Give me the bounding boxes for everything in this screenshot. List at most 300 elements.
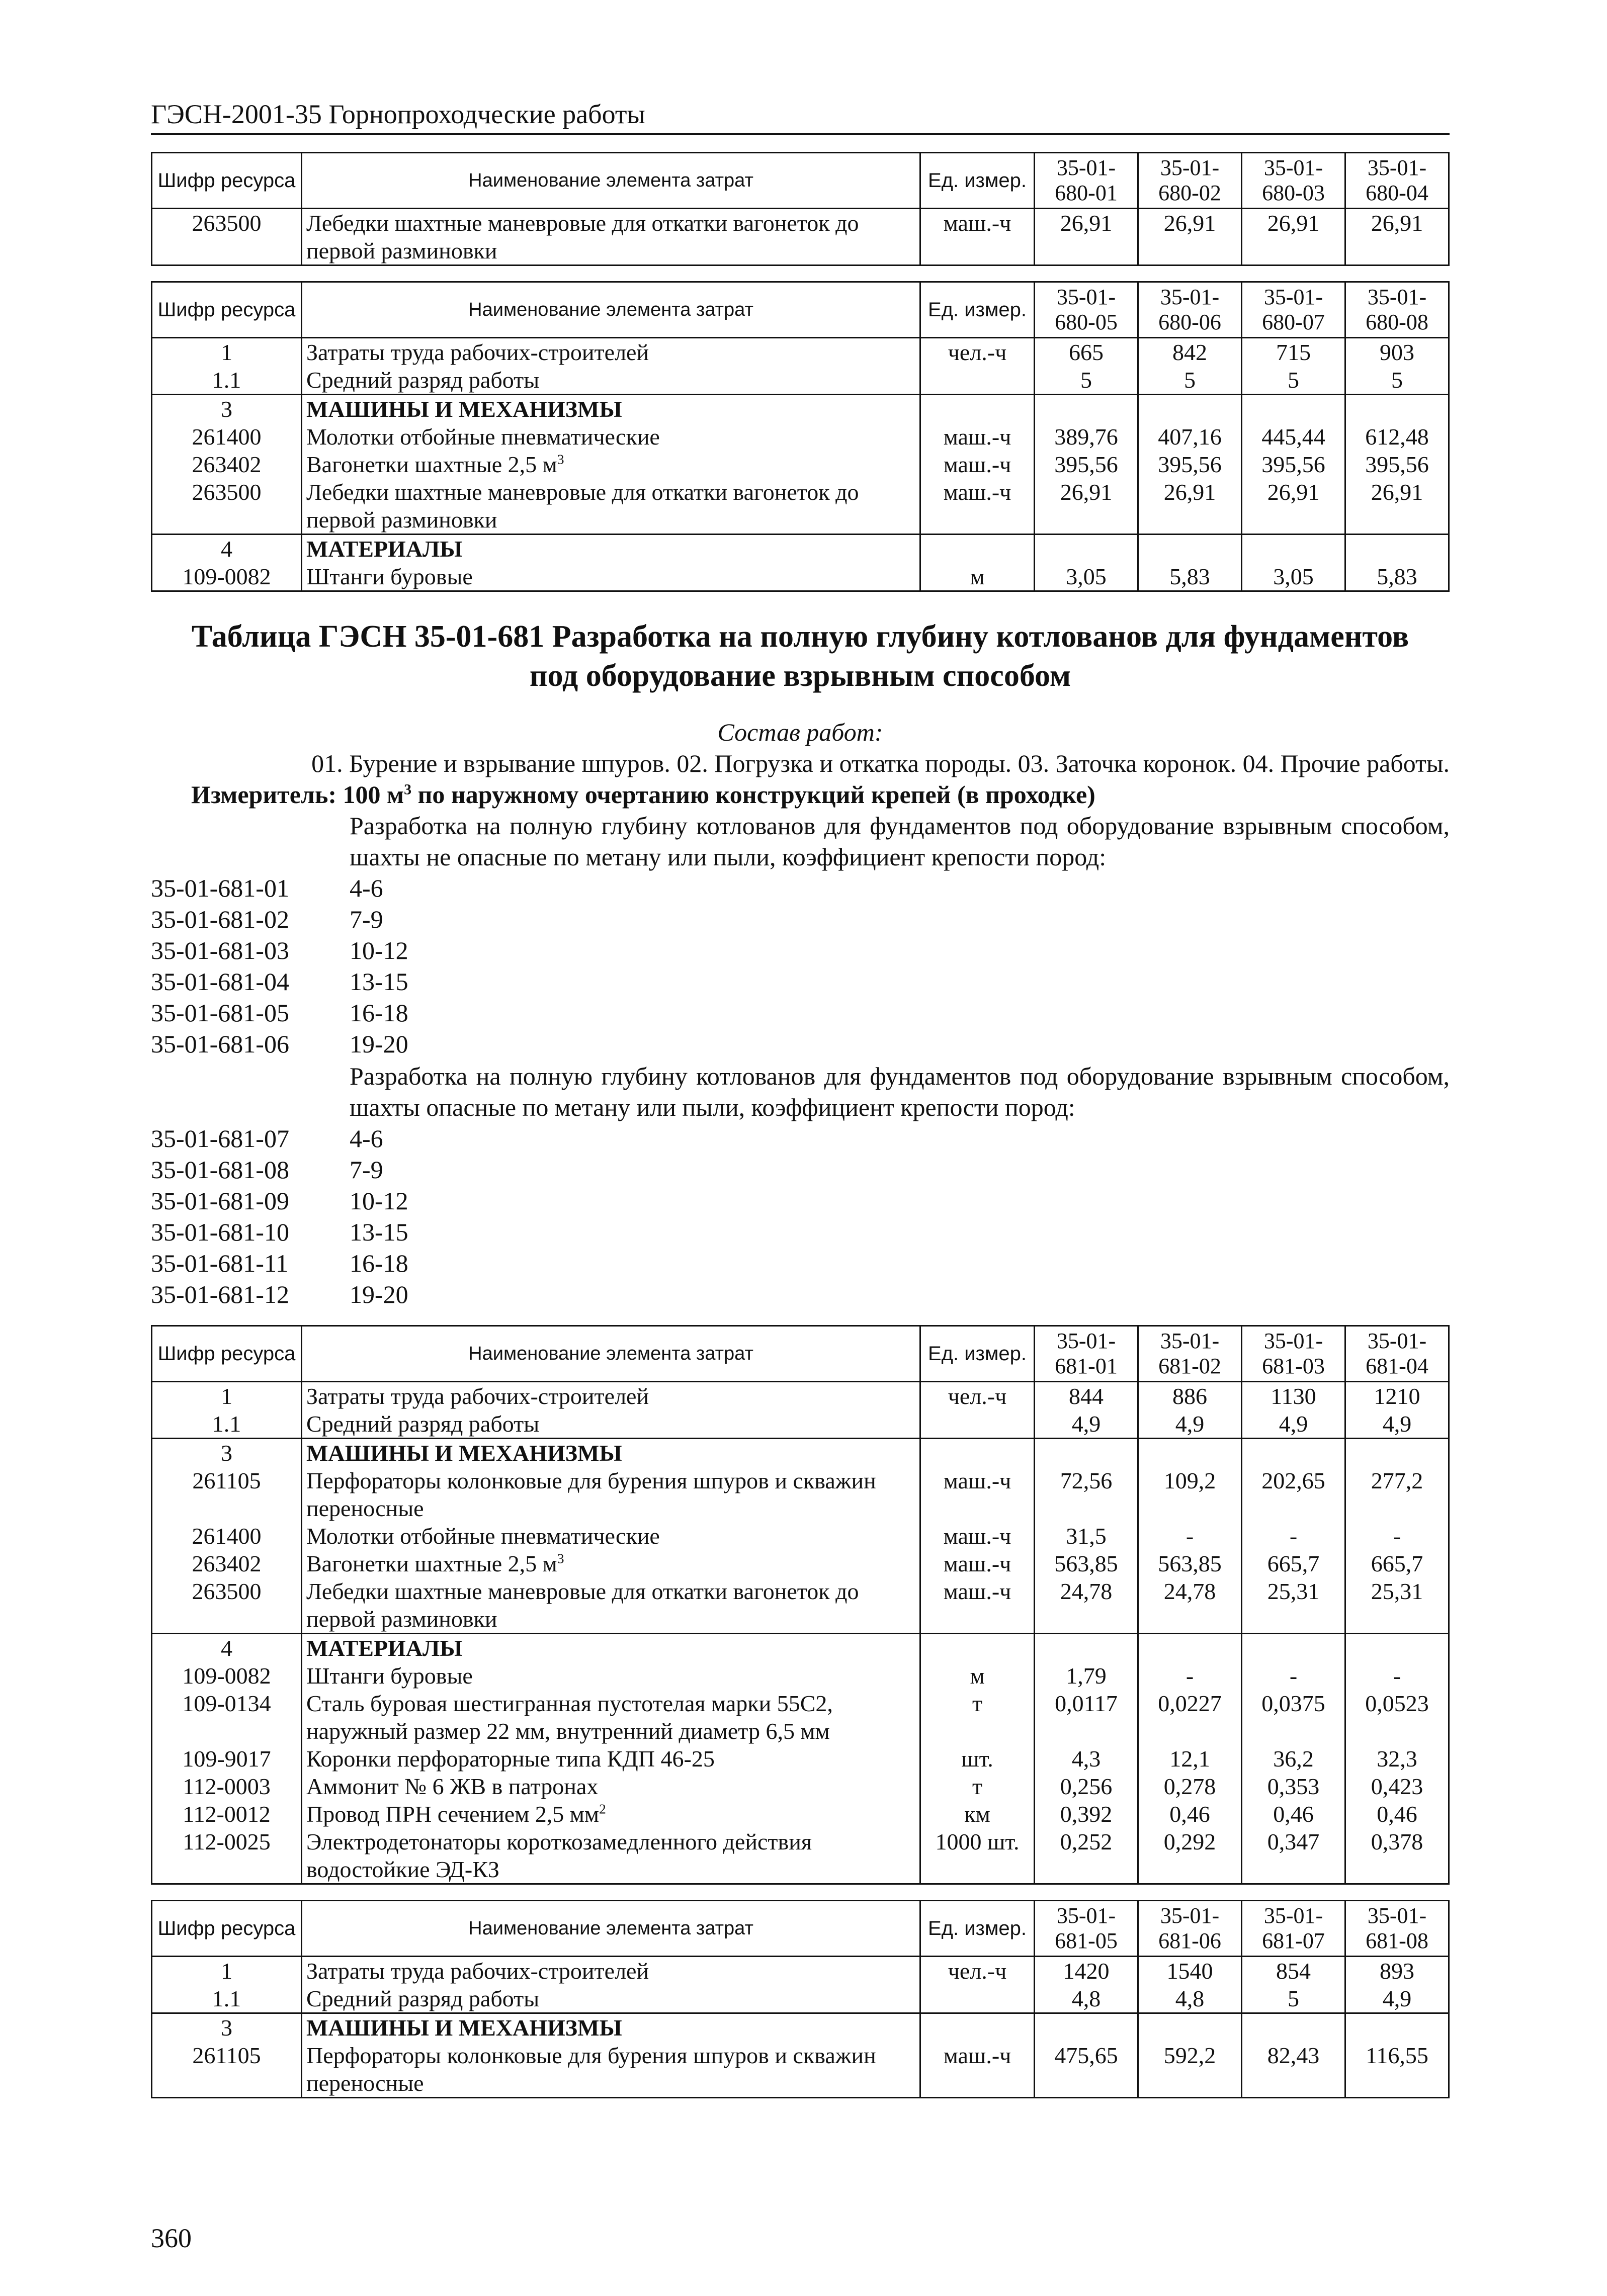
resource-name-text: Средний разряд работы (306, 1986, 540, 2011)
norm-value: 4,8 (1035, 1985, 1138, 2013)
resource-name-text: Молотки отбойные пневматические (306, 424, 660, 450)
norm-value: 0,0523 (1345, 1690, 1449, 1745)
norm-value: 592,2 (1138, 2042, 1242, 2098)
norm-value: 36,2 (1242, 1745, 1345, 1773)
variant-description-1: Разработка на полную глубину котлованов для фундаментов под оборудование взрывным способом, шахты не опасные по метану или пыли, коэффициент крепости пород: (350, 812, 1450, 871)
norm-value: 1130 (1242, 1382, 1345, 1410)
col-header-name: Наименование элемента затрат (302, 1326, 920, 1382)
unit-exponent: 3 (557, 451, 564, 467)
variant-code: 35-01-681-02 (151, 905, 289, 933)
norm-value: 1540 (1138, 1957, 1242, 1985)
norm-value: 109,2 (1138, 1467, 1242, 1522)
resource-name (302, 563, 920, 591)
resource-code: 263500 (152, 209, 302, 266)
table-row (152, 1382, 1449, 1410)
resource-unit: т (920, 1773, 1035, 1800)
norm-value: 854 (1242, 1957, 1345, 1985)
norm-value: 407,16 (1138, 423, 1242, 451)
col-header-norm-code: 35-01-681-08 (1345, 1901, 1449, 1957)
resource-code: 109-0134 (152, 1690, 302, 1745)
running-header: ГЭСН-2001-35 Горнопроходческие работы (151, 98, 1450, 135)
resource-code: 1 (152, 1382, 302, 1410)
table-row (152, 366, 1449, 395)
resource-unit: м (920, 1662, 1035, 1690)
table-row (152, 1985, 1449, 2013)
norm-value: 5 (1242, 366, 1345, 395)
resource-code: 263500 (152, 478, 302, 535)
variant-code: 35-01-681-05 (151, 999, 289, 1027)
norm-value: 26,91 (1035, 478, 1138, 535)
col-header-norm-code: 35-01-680-07 (1242, 282, 1345, 338)
resource-name (302, 1467, 920, 1522)
resource-name (302, 1410, 920, 1439)
resource-unit: маш.-ч (920, 1522, 1035, 1550)
norm-value: 25,31 (1242, 1577, 1345, 1634)
resource-name (302, 1985, 920, 2013)
resource-code: 263500 (152, 1577, 302, 1634)
variant-row (151, 1216, 1450, 1248)
resource-code: 3 (152, 395, 302, 423)
resource-name-text: Перфораторы колонковые для бурения шпуров и скважин переносные (306, 2043, 876, 2096)
resource-name (302, 209, 920, 266)
resource-name (302, 1662, 920, 1690)
rock-hardness: 19-20 (350, 1030, 408, 1058)
col-header-norm-code: 35-01-681-07 (1242, 1901, 1345, 1957)
resource-name-text: Штанги буровые (306, 1663, 473, 1689)
norm-value: 24,78 (1138, 1577, 1242, 1634)
variant-code: 35-01-681-09 (151, 1187, 289, 1215)
norm-value (1345, 2013, 1449, 2042)
work-composition-label: Состав работ: (717, 718, 883, 746)
norm-value: 4,9 (1345, 1410, 1449, 1439)
resource-unit (920, 2013, 1035, 2042)
norm-value: 665,7 (1345, 1550, 1449, 1577)
variant-row (151, 1028, 1450, 1059)
table-row (152, 1439, 1449, 1467)
norm-value: 32,3 (1345, 1745, 1449, 1773)
resource-unit (920, 395, 1035, 423)
resource-unit: маш.-ч (920, 423, 1035, 451)
variant-row (151, 904, 1450, 935)
norm-value (1035, 535, 1138, 563)
resource-name-text: Сталь буровая шестигранная пустотелая марки 55С2, наружный размер 22 мм, внутренний диаметр 6,5 мм (306, 1691, 833, 1744)
norm-value (1242, 2013, 1345, 2042)
col-header-shifr: Шифр ресурса (152, 282, 302, 338)
resource-name-text: Коронки перфораторные типа КДП 46-25 (306, 1746, 715, 1772)
norm-value: 24,78 (1035, 1577, 1138, 1634)
resource-code: 263402 (152, 451, 302, 478)
norm-value: 0,46 (1138, 1800, 1242, 1828)
resource-name (302, 478, 920, 535)
resource-name (302, 1522, 920, 1550)
resource-unit: 1000 шт. (920, 1828, 1035, 1884)
norm-value: 844 (1035, 1382, 1138, 1410)
col-header-norm-code: 35-01-681-01 (1035, 1326, 1138, 1382)
norm-value: 0,0117 (1035, 1690, 1138, 1745)
rock-hardness: 13-15 (350, 1218, 408, 1246)
norm-value: 4,9 (1242, 1410, 1345, 1439)
norm-value: 445,44 (1242, 423, 1345, 451)
resource-name-text: Электродетонаторы короткозамедленного действия водостойкие ЭД-КЗ (306, 1829, 812, 1882)
table-row (152, 395, 1449, 423)
norm-value (1138, 1439, 1242, 1467)
norm-value: - (1345, 1662, 1449, 1690)
col-header-norm-code: 35-01-681-02 (1138, 1326, 1242, 1382)
resource-name-text: Затраты труда рабочих-строителей (306, 339, 649, 365)
norm-value: - (1138, 1662, 1242, 1690)
norm-value: 5 (1345, 366, 1449, 395)
variant-row (151, 1123, 1450, 1154)
norm-value: 395,56 (1242, 451, 1345, 478)
table-row (152, 478, 1449, 535)
resource-code: 1.1 (152, 1985, 302, 2013)
table-row (152, 1800, 1449, 1828)
resource-code: 112-0025 (152, 1828, 302, 1884)
norm-value (1035, 1439, 1138, 1467)
col-header-shifr: Шифр ресурса (152, 153, 302, 209)
norm-value: 0,392 (1035, 1800, 1138, 1828)
resource-name (302, 451, 920, 478)
norm-value: 25,31 (1345, 1577, 1449, 1634)
norm-value: 5 (1242, 1985, 1345, 2013)
norm-value: 563,85 (1138, 1550, 1242, 1577)
col-header-norm-code: 35-01-681-06 (1138, 1901, 1242, 1957)
norm-value: 4,9 (1138, 1410, 1242, 1439)
resource-unit: т (920, 1690, 1035, 1745)
rock-hardness: 7-9 (350, 905, 383, 933)
rock-hardness: 7-9 (350, 1156, 383, 1184)
norm-value: 389,76 (1035, 423, 1138, 451)
norm-value: 82,43 (1242, 2042, 1345, 2098)
unit-exponent: 2 (599, 1801, 606, 1817)
table-row (152, 1662, 1449, 1690)
resource-name-text: МАШИНЫ И МЕХАНИЗМЫ (306, 396, 622, 422)
resource-name (302, 366, 920, 395)
resource-unit (920, 1410, 1035, 1439)
resource-name-text: Вагонетки шахтные 2,5 м (306, 452, 557, 477)
norm-value: 0,278 (1138, 1773, 1242, 1800)
table-row (152, 2042, 1449, 2098)
norm-value: 612,48 (1345, 423, 1449, 451)
norm-value: - (1242, 1662, 1345, 1690)
resource-unit: маш.-ч (920, 209, 1035, 266)
norm-value: 395,56 (1138, 451, 1242, 478)
resource-code: 1 (152, 338, 302, 367)
norm-value (1345, 1634, 1449, 1662)
rock-hardness: 19-20 (350, 1280, 408, 1308)
col-header-unit: Ед. измер. (920, 282, 1035, 338)
norm-value: 4,8 (1138, 1985, 1242, 2013)
variant-code: 35-01-681-06 (151, 1030, 289, 1058)
norm-value (1035, 1634, 1138, 1662)
norm-value: 26,91 (1138, 478, 1242, 535)
norm-value: 1,79 (1035, 1662, 1138, 1690)
resource-code: 112-0003 (152, 1773, 302, 1800)
resource-table-680b (151, 281, 1450, 592)
norm-value: 715 (1242, 338, 1345, 367)
resource-code: 109-0082 (152, 563, 302, 591)
resource-code: 261400 (152, 423, 302, 451)
resource-name-text: Вагонетки шахтные 2,5 м (306, 1551, 557, 1576)
norm-value: 3,05 (1035, 563, 1138, 591)
variant-code: 35-01-681-07 (151, 1124, 289, 1153)
table-row (152, 451, 1449, 478)
resource-code: 261400 (152, 1522, 302, 1550)
resource-name (302, 1690, 920, 1745)
table-row (152, 1773, 1449, 1800)
resource-unit: маш.-ч (920, 478, 1035, 535)
col-header-norm-code: 35-01-680-08 (1345, 282, 1449, 338)
resource-unit: шт. (920, 1745, 1035, 1773)
table-row (152, 1577, 1449, 1634)
norm-value: 4,3 (1035, 1745, 1138, 1773)
norm-value: 0,378 (1345, 1828, 1449, 1884)
norm-value: 3,05 (1242, 563, 1345, 591)
norm-value: 0,252 (1035, 1828, 1138, 1884)
table-row (152, 1410, 1449, 1439)
table-row (152, 209, 1449, 266)
norm-value: 5,83 (1138, 563, 1242, 591)
norm-value: 893 (1345, 1957, 1449, 1985)
norm-value: 886 (1138, 1382, 1242, 1410)
norm-value: 5,83 (1345, 563, 1449, 591)
norm-value: 1420 (1035, 1957, 1138, 1985)
variant-code: 35-01-681-01 (151, 874, 289, 902)
norm-value (1242, 1634, 1345, 1662)
resource-unit: чел.-ч (920, 1382, 1035, 1410)
resource-name (302, 1828, 920, 1884)
col-header-norm-code: 35-01-681-04 (1345, 1326, 1449, 1382)
norm-value: 26,91 (1035, 209, 1138, 266)
table-row (152, 2013, 1449, 2042)
norm-value: 26,91 (1138, 209, 1242, 266)
norm-value: 0,256 (1035, 1773, 1138, 1800)
col-header-norm-code: 35-01-680-02 (1138, 153, 1242, 209)
resource-unit: маш.-ч (920, 1550, 1035, 1577)
resource-name-text: МАТЕРИАЛЫ (306, 1635, 463, 1661)
rock-hardness: 16-18 (350, 1249, 408, 1277)
rock-hardness: 4-6 (350, 874, 383, 902)
resource-code: 4 (152, 535, 302, 563)
norm-value: 0,423 (1345, 1773, 1449, 1800)
norm-value: 395,56 (1035, 451, 1138, 478)
norm-value: 4,9 (1345, 1985, 1449, 2013)
norm-value: 0,46 (1242, 1800, 1345, 1828)
resource-name-text: Лебедки шахтные маневровые для откатки вагонеток до первой разминовки (306, 479, 859, 533)
col-header-norm-code: 35-01-680-01 (1035, 153, 1138, 209)
col-header-norm-code: 35-01-680-04 (1345, 153, 1449, 209)
variant-row (151, 1185, 1450, 1216)
norm-value: - (1345, 1522, 1449, 1550)
norm-value: 116,55 (1345, 2042, 1449, 2098)
norm-value: 563,85 (1035, 1550, 1138, 1577)
resource-unit (920, 1634, 1035, 1662)
norm-value (1345, 535, 1449, 563)
norm-value (1035, 395, 1138, 423)
resource-code: 112-0012 (152, 1800, 302, 1828)
norm-value: 0,353 (1242, 1773, 1345, 1800)
resource-unit (920, 1439, 1035, 1467)
norm-value: 26,91 (1345, 209, 1449, 266)
resource-table-681a (151, 1325, 1450, 1885)
resource-code: 3 (152, 1439, 302, 1467)
resource-name (302, 1382, 920, 1410)
col-header-name: Наименование элемента затрат (302, 1901, 920, 1957)
variant-row (151, 935, 1450, 966)
col-header-name: Наименование элемента затрат (302, 282, 920, 338)
rock-hardness: 16-18 (350, 999, 408, 1027)
norm-value (1138, 395, 1242, 423)
resource-name-text: Аммонит № 6 ЖВ в патронах (306, 1774, 599, 1799)
table-title: Таблица ГЭСН 35-01-681 Разработка на полную глубину котлованов для фундаментов под оборудование взрывным способом (191, 620, 1409, 693)
norm-value (1035, 2013, 1138, 2042)
variant-code: 35-01-681-12 (151, 1280, 289, 1308)
page-number: 360 (151, 2223, 192, 2253)
resource-unit: маш.-ч (920, 1467, 1035, 1522)
resource-name (302, 423, 920, 451)
norm-value: 903 (1345, 338, 1449, 367)
col-header-shifr: Шифр ресурса (152, 1326, 302, 1382)
resource-unit (920, 366, 1035, 395)
resource-name-text: МАШИНЫ И МЕХАНИЗМЫ (306, 2015, 622, 2041)
variant-code: 35-01-681-04 (151, 967, 289, 996)
norm-value: 5 (1138, 366, 1242, 395)
resource-code: 3 (152, 2013, 302, 2042)
table-row (152, 423, 1449, 451)
norm-value: 0,0375 (1242, 1690, 1345, 1745)
resource-name-text: Затраты труда рабочих-строителей (306, 1383, 649, 1409)
norm-value: - (1242, 1522, 1345, 1550)
col-header-norm-code: 35-01-680-03 (1242, 153, 1345, 209)
variant-description-2: Разработка на полную глубину котлованов для фундаментов под оборудование взрывным способом, шахты опасные по метану или пыли, коэффициент крепости пород: (350, 1062, 1450, 1121)
norm-value: 475,65 (1035, 2042, 1138, 2098)
resource-name (302, 1634, 920, 1662)
measure-unit: Измеритель: 100 $м^3$ по наружному очертанию конструкций крепей (в проходке) (191, 780, 1095, 809)
resource-name (302, 1800, 920, 1828)
resource-name-text: Средний разряд работы (306, 1411, 540, 1437)
resource-unit: км (920, 1800, 1035, 1828)
norm-value (1138, 2013, 1242, 2042)
resource-name (302, 1745, 920, 1773)
norm-value: 842 (1138, 338, 1242, 367)
table-row (152, 1828, 1449, 1884)
resource-name-text: Молотки отбойные пневматические (306, 1523, 660, 1549)
table-row (152, 563, 1449, 591)
resource-name (302, 1439, 920, 1467)
resource-name-text: МАТЕРИАЛЫ (306, 536, 463, 562)
resource-name (302, 2042, 920, 2098)
resource-name (302, 1550, 920, 1577)
variant-row (151, 1154, 1450, 1185)
resource-name-text: Штанги буровые (306, 564, 473, 589)
norm-value (1242, 535, 1345, 563)
unit-exponent: 3 (557, 1550, 564, 1566)
norm-value: 4,9 (1035, 1410, 1138, 1439)
table-row (152, 1957, 1449, 1985)
resource-unit: чел.-ч (920, 338, 1035, 367)
col-header-name: Наименование элемента затрат (302, 153, 920, 209)
resource-name (302, 535, 920, 563)
col-header-norm-code: 35-01-681-03 (1242, 1326, 1345, 1382)
resource-name (302, 1773, 920, 1800)
norm-value: 395,56 (1345, 451, 1449, 478)
col-header-norm-code: 35-01-680-05 (1035, 282, 1138, 338)
norm-value (1345, 1439, 1449, 1467)
resource-name-text: Средний разряд работы (306, 367, 540, 393)
document-page (151, 98, 1450, 2113)
resource-unit (920, 535, 1035, 563)
resource-code: 263402 (152, 1550, 302, 1577)
table-row (152, 535, 1449, 563)
resource-code: 109-0082 (152, 1662, 302, 1690)
resource-name (302, 395, 920, 423)
norm-value: 1210 (1345, 1382, 1449, 1410)
table-row (152, 1522, 1449, 1550)
norm-value: 665 (1035, 338, 1138, 367)
resource-unit: маш.-ч (920, 451, 1035, 478)
resource-name-text: Перфораторы колонковые для бурения шпуров и скважин переносные (306, 1468, 876, 1521)
norm-value: 202,65 (1242, 1467, 1345, 1522)
variant-code: 35-01-681-11 (151, 1249, 289, 1277)
resource-name (302, 1957, 920, 1985)
resource-code: 109-9017 (152, 1745, 302, 1773)
rock-hardness: 10-12 (350, 1187, 408, 1215)
variant-row (151, 966, 1450, 997)
resource-unit (920, 1985, 1035, 2013)
resource-code: 1 (152, 1957, 302, 1985)
rock-hardness: 10-12 (350, 936, 408, 964)
resource-unit: маш.-ч (920, 2042, 1035, 2098)
resource-table-680a (151, 152, 1450, 266)
norm-value: - (1138, 1522, 1242, 1550)
variant-row (151, 872, 1450, 904)
norm-value (1345, 395, 1449, 423)
resource-name-text: Лебедки шахтные маневровые для откатки вагонеток до первой разминовки (306, 1578, 859, 1632)
resource-unit: маш.-ч (920, 1577, 1035, 1634)
norm-value (1138, 1634, 1242, 1662)
norm-value: 31,5 (1035, 1522, 1138, 1550)
variant-code: 35-01-681-03 (151, 936, 289, 964)
resource-name-text: МАШИНЫ И МЕХАНИЗМЫ (306, 1440, 622, 1466)
resource-unit: чел.-ч (920, 1957, 1035, 1985)
norm-value: 277,2 (1345, 1467, 1449, 1522)
resource-table-681b (151, 1900, 1450, 2098)
col-header-unit: Ед. измер. (920, 153, 1035, 209)
resource-code: 261105 (152, 1467, 302, 1522)
norm-value: 0,0227 (1138, 1690, 1242, 1745)
norm-value: 72,56 (1035, 1467, 1138, 1522)
norm-value: 0,46 (1345, 1800, 1449, 1828)
table-row (152, 338, 1449, 367)
col-header-norm-code: 35-01-681-05 (1035, 1901, 1138, 1957)
resource-name (302, 1577, 920, 1634)
resource-name-text: Провод ПРН сечением 2,5 мм (306, 1801, 600, 1827)
norm-value: 0,347 (1242, 1828, 1345, 1884)
table-row (152, 1467, 1449, 1522)
variant-row (151, 1248, 1450, 1279)
resource-code: 1.1 (152, 1410, 302, 1439)
variant-code: 35-01-681-08 (151, 1156, 289, 1184)
norm-value (1242, 1439, 1345, 1467)
norm-value: 26,91 (1345, 478, 1449, 535)
col-header-unit: Ед. измер. (920, 1326, 1035, 1382)
resource-name-text: Лебедки шахтные маневровые для откатки вагонеток до первой разминовки (306, 210, 859, 263)
resource-code: 261105 (152, 2042, 302, 2098)
resource-name (302, 338, 920, 367)
resource-name (302, 2013, 920, 2042)
resource-code: 1.1 (152, 366, 302, 395)
rock-hardness: 13-15 (350, 967, 408, 996)
